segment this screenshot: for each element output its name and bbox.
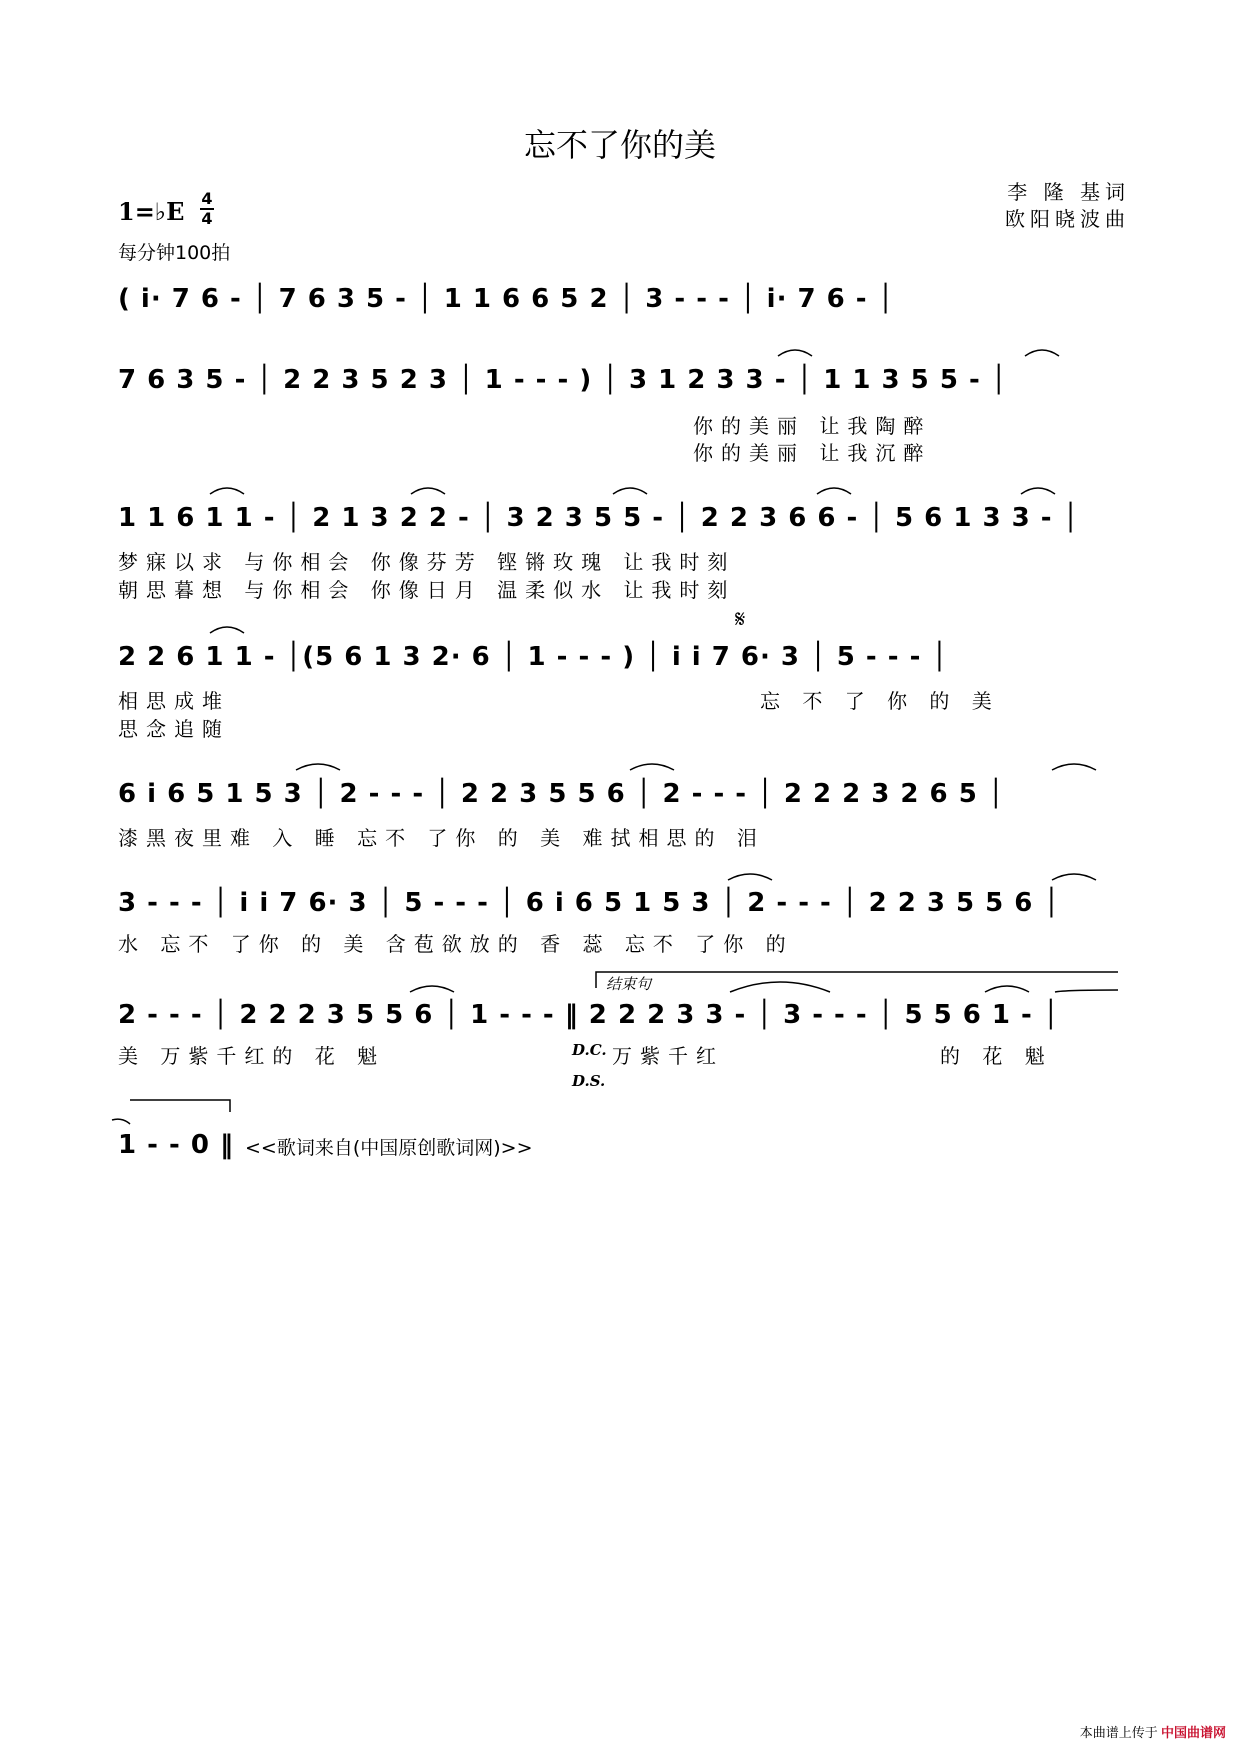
slur-mark xyxy=(1055,990,1118,992)
lyrics-row-3-line-1: 梦寐以求 与你相会 你像芬芳 铿锵玫瑰 让我时刻 xyxy=(118,550,736,574)
footer-prefix: 本曲谱上传于 xyxy=(1079,1725,1158,1740)
slur-mark xyxy=(728,874,772,880)
notation-row-6: 3 - - - │ i i 7 6· 3 │ 5 - - - │ 6 i 6 5 1 5 3 │ 2 - - - │ 2 2 3 5 5 6 │ xyxy=(118,888,1061,918)
slur-mark xyxy=(778,350,812,356)
slur-mark xyxy=(1025,350,1059,356)
lyricist-credit: 李 隆 基词 xyxy=(1007,180,1130,204)
lyrics-row-7-ending: 万紫千红 xyxy=(612,1044,724,1068)
dc-marking: D.C. xyxy=(572,1041,607,1059)
slur-mark xyxy=(985,986,1029,992)
tempo-marking: 每分钟100拍 xyxy=(118,242,231,264)
ds-marking: D.S. xyxy=(572,1072,606,1090)
song-title: 忘不了你的美 xyxy=(523,126,716,164)
notation-row-4: 2 2 6 1 1 - │(5 6 1 3 2· 6 │ 1 - - - ) │ i i 7 6· 3 │ 5 - - - │ xyxy=(118,642,949,672)
footer-site-logo[interactable]: 中国曲谱网 xyxy=(1160,1725,1226,1740)
lyrics-row-7-ending-end: 的 花 魁 xyxy=(940,1044,1053,1068)
slur-mark xyxy=(1021,488,1055,494)
ending-label: 结束句 xyxy=(606,975,652,993)
slur-mark xyxy=(1052,764,1096,770)
lyrics-row-7: 美 万紫千红的 花 魁 xyxy=(118,1044,386,1068)
lyrics-source: <<歌词来自(中国原创歌词网)>> xyxy=(245,1137,533,1159)
notation-row-3: 1 1 6 1 1 - │ 2 1 3 2 2 - │ 3 2 3 5 5 - │ 2 2 3 6 6 - │ 5 6 1 3 3 - │ xyxy=(118,503,1080,533)
slur-mark xyxy=(1052,874,1096,880)
footer-credit xyxy=(1080,1722,1226,1741)
slur-mark xyxy=(410,986,454,992)
slur-mark xyxy=(112,1119,130,1124)
slur-mark xyxy=(296,764,340,770)
lyrics-row-6: 水 忘不 了你 的 美 含苞欲放的 香 蕊 忘不 了你 的 xyxy=(118,932,794,956)
segno-sign: 𝄋 xyxy=(735,605,746,633)
notation-row-1: ( i· 7 6 - │ 7 6 3 5 - │ 1 1 6 6 5 2 │ 3 - - - │ i· 7 6 - │ xyxy=(118,284,895,314)
ending-bracket xyxy=(596,972,1118,988)
slur-mark xyxy=(210,627,244,633)
lyrics-row-3-line-2: 朝思暮想 与你相会 你像日月 温柔似水 让我时刻 xyxy=(118,578,736,602)
lyrics-row-4-line-1: 相思成堆 xyxy=(118,689,230,713)
notation-row-5: 6 i 6 5 1 5 3 │ 2 - - - │ 2 2 3 5 5 6 │ 2 - - - │ 2 2 2 3 2 6 5 │ xyxy=(118,779,1005,809)
lyrics-row-4-line-2: 思念追随 xyxy=(118,717,230,741)
time-signature-bottom: 4 xyxy=(201,209,213,228)
notation-row-8: 1 - - 0 ‖ xyxy=(118,1130,234,1160)
key-signature: 1=♭E xyxy=(118,197,185,226)
slur-mark xyxy=(630,764,674,770)
time-signature-top: 4 xyxy=(201,189,213,208)
slur-mark xyxy=(613,488,647,494)
lyrics-row-4-refrain: 忘 不 了 你 的 美 xyxy=(760,689,1000,713)
notation-row-2: 7 6 3 5 - │ 2 2 3 5 2 3 │ 1 - - - ) │ 3 1 2 3 3 - │ 1 1 3 5 5 - │ xyxy=(118,365,1008,395)
notation-row-7: 2 - - - │ 2 2 2 3 5 5 6 │ 1 - - - ‖ 2 2 2 3 3 - │ 3 - - - │ 5 5 6 1 - │ xyxy=(118,1000,1060,1030)
ending-bracket xyxy=(130,1100,230,1112)
lyrics-row-2-line-1: 你的美丽 让我陶醉 xyxy=(693,414,932,438)
slur-mark xyxy=(817,488,851,494)
composer-credit: 欧阳晓波曲 xyxy=(1005,207,1130,231)
slur-mark xyxy=(411,488,445,494)
slur-mark xyxy=(210,488,244,494)
slur-mark xyxy=(730,982,830,992)
lyrics-row-5: 漆黑夜里难 入 睡 忘不 了你 的 美 难拭相思的 泪 xyxy=(118,826,765,850)
lyrics-row-2-line-2: 你的美丽 让我沉醉 xyxy=(693,441,932,465)
